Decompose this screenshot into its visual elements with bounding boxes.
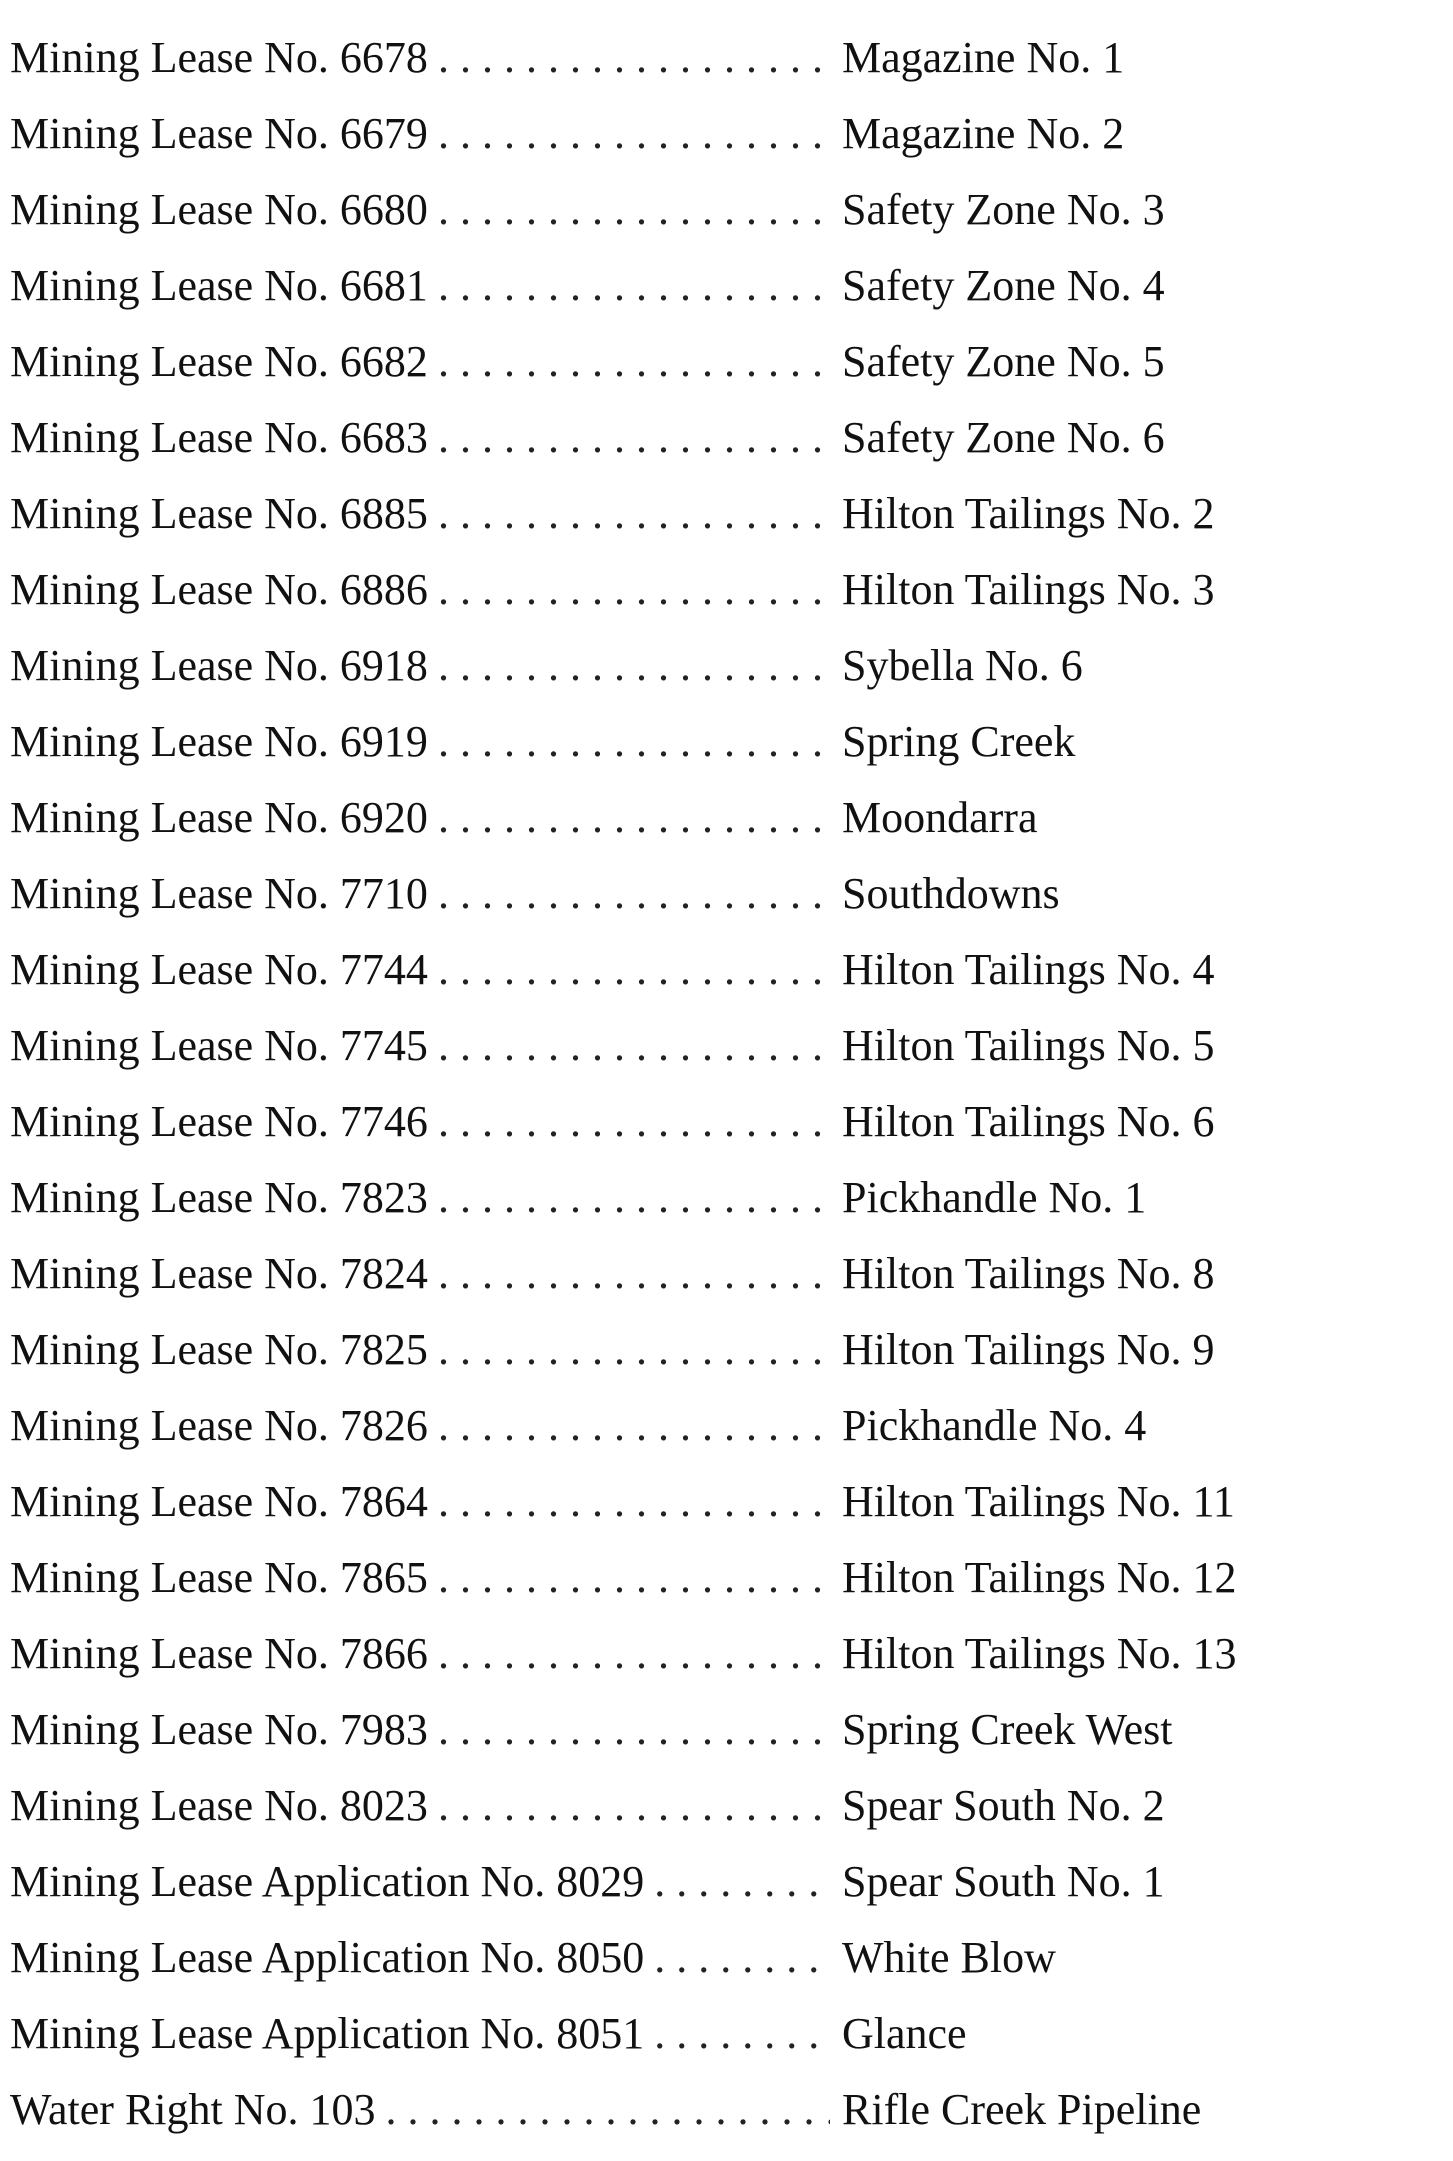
list-item <box>10 1388 1260 1464</box>
dot-leader <box>438 1388 830 1464</box>
dot-leader <box>654 1920 830 1996</box>
list-item <box>10 1996 1260 2072</box>
lease-label: Mining Lease No. 7864 <box>10 1477 428 1526</box>
list-item <box>10 20 1260 96</box>
lease-label: Mining Lease Application No. 8050 <box>10 1933 645 1982</box>
lease-label: Mining Lease No. 6682 <box>10 337 428 386</box>
tenement-name: Spear South No. 2 <box>842 1781 1165 1830</box>
list-item <box>10 1464 1260 1540</box>
dot-leader <box>438 172 830 248</box>
dot-leader <box>438 400 830 476</box>
dot-leader <box>438 1768 830 1844</box>
dot-leader <box>438 476 830 552</box>
lease-label: Mining Lease No. 7744 <box>10 945 428 994</box>
tenement-name: Sybella No. 6 <box>842 641 1083 690</box>
tenement-name: Safety Zone No. 4 <box>842 261 1165 310</box>
tenement-name: Safety Zone No. 5 <box>842 337 1165 386</box>
tenement-name: Hilton Tailings No. 6 <box>842 1097 1215 1146</box>
dot-leader <box>438 324 830 400</box>
dot-leader <box>438 1008 830 1084</box>
dot-leader <box>438 1692 830 1768</box>
lease-label: Mining Lease No. 7710 <box>10 869 428 918</box>
tenement-name: Spear South No. 1 <box>842 1857 1165 1906</box>
dot-leader <box>438 1160 830 1236</box>
tenement-name: Hilton Tailings No. 2 <box>842 489 1215 538</box>
list-item <box>10 476 1260 552</box>
lease-label: Mining Lease No. 7746 <box>10 1097 428 1146</box>
lease-label: Mining Lease No. 6920 <box>10 793 428 842</box>
tenement-name: Magazine No. 1 <box>842 33 1125 82</box>
dot-leader <box>386 2072 830 2148</box>
dot-leader <box>438 780 830 856</box>
dot-leader <box>438 704 830 780</box>
dot-leader <box>438 856 830 932</box>
lease-label: Mining Lease Application No. 8051 <box>10 2009 645 2058</box>
lease-label: Mining Lease No. 7866 <box>10 1629 428 1678</box>
lease-label: Mining Lease Application No. 8029 <box>10 1857 645 1906</box>
tenement-name: Hilton Tailings No. 11 <box>842 1477 1235 1526</box>
dot-leader <box>654 1844 830 1920</box>
tenement-name: Pickhandle No. 1 <box>842 1173 1147 1222</box>
lease-label: Mining Lease No. 7745 <box>10 1021 428 1070</box>
dot-leader <box>654 1996 830 2072</box>
list-item <box>10 324 1260 400</box>
list-item <box>10 1540 1260 1616</box>
lease-label: Mining Lease No. 6680 <box>10 185 428 234</box>
lease-label: Mining Lease No. 7865 <box>10 1553 428 1602</box>
lease-label: Mining Lease No. 6678 <box>10 33 428 82</box>
tenement-name: Safety Zone No. 3 <box>842 185 1165 234</box>
dot-leader <box>438 552 830 628</box>
lease-label: Mining Lease No. 6681 <box>10 261 428 310</box>
list-item <box>10 400 1260 476</box>
list-item <box>10 780 1260 856</box>
tenement-name: Rifle Creek Pipeline <box>842 2085 1202 2134</box>
lease-label: Mining Lease No. 6683 <box>10 413 428 462</box>
list-item <box>10 1084 1260 1160</box>
lease-label: Mining Lease No. 6919 <box>10 717 428 766</box>
tenement-name: Spring Creek West <box>842 1705 1173 1754</box>
lease-label: Mining Lease No. 7826 <box>10 1401 428 1450</box>
dot-leader <box>438 20 830 96</box>
list-item <box>10 248 1260 324</box>
lease-label: Mining Lease No. 6886 <box>10 565 428 614</box>
tenement-name: Moondarra <box>842 793 1038 842</box>
tenement-name: Pickhandle No. 4 <box>842 1401 1147 1450</box>
list-item <box>10 96 1260 172</box>
list-item <box>10 1616 1260 1692</box>
list-item <box>10 856 1260 932</box>
dot-leader <box>438 1236 830 1312</box>
lease-label: Mining Lease No. 6679 <box>10 109 428 158</box>
list-item <box>10 2072 1260 2148</box>
lease-label: Mining Lease No. 6918 <box>10 641 428 690</box>
dot-leader <box>438 1464 830 1540</box>
tenement-name: Magazine No. 2 <box>842 109 1125 158</box>
dot-leader <box>438 1616 830 1692</box>
dot-leader <box>438 96 830 172</box>
dot-leader <box>438 248 830 324</box>
lease-label: Mining Lease No. 7983 <box>10 1705 428 1754</box>
tenement-name: Hilton Tailings No. 3 <box>842 565 1215 614</box>
list-item <box>10 1768 1260 1844</box>
dot-leader <box>438 628 830 704</box>
list-item <box>10 704 1260 780</box>
dot-leader <box>438 1540 830 1616</box>
lease-list <box>10 20 1260 2148</box>
tenement-name: Hilton Tailings No. 8 <box>842 1249 1215 1298</box>
list-item <box>10 1312 1260 1388</box>
dot-leader <box>438 932 830 1008</box>
tenement-name: Hilton Tailings No. 9 <box>842 1325 1215 1374</box>
list-item <box>10 1160 1260 1236</box>
list-item <box>10 932 1260 1008</box>
tenement-name: Glance <box>842 2009 967 2058</box>
lease-label: Mining Lease No. 8023 <box>10 1781 428 1830</box>
dot-leader <box>438 1312 830 1388</box>
list-item <box>10 1920 1260 1996</box>
tenement-name: White Blow <box>842 1933 1056 1982</box>
dot-leader <box>438 1084 830 1160</box>
list-item <box>10 1236 1260 1312</box>
lease-label: Water Right No. 103 <box>10 2085 376 2134</box>
tenement-name: Hilton Tailings No. 4 <box>842 945 1215 994</box>
tenement-name: Hilton Tailings No. 13 <box>842 1629 1237 1678</box>
list-item <box>10 552 1260 628</box>
tenement-name: Hilton Tailings No. 12 <box>842 1553 1237 1602</box>
list-item <box>10 1692 1260 1768</box>
list-item <box>10 628 1260 704</box>
lease-label: Mining Lease No. 6885 <box>10 489 428 538</box>
lease-label: Mining Lease No. 7825 <box>10 1325 428 1374</box>
lease-label: Mining Lease No. 7823 <box>10 1173 428 1222</box>
list-item <box>10 1844 1260 1920</box>
list-item <box>10 1008 1260 1084</box>
tenement-name: Safety Zone No. 6 <box>842 413 1165 462</box>
lease-label: Mining Lease No. 7824 <box>10 1249 428 1298</box>
list-item <box>10 172 1260 248</box>
tenement-name: Spring Creek <box>842 717 1076 766</box>
tenement-name: Hilton Tailings No. 5 <box>842 1021 1215 1070</box>
tenement-name: Southdowns <box>842 869 1060 918</box>
